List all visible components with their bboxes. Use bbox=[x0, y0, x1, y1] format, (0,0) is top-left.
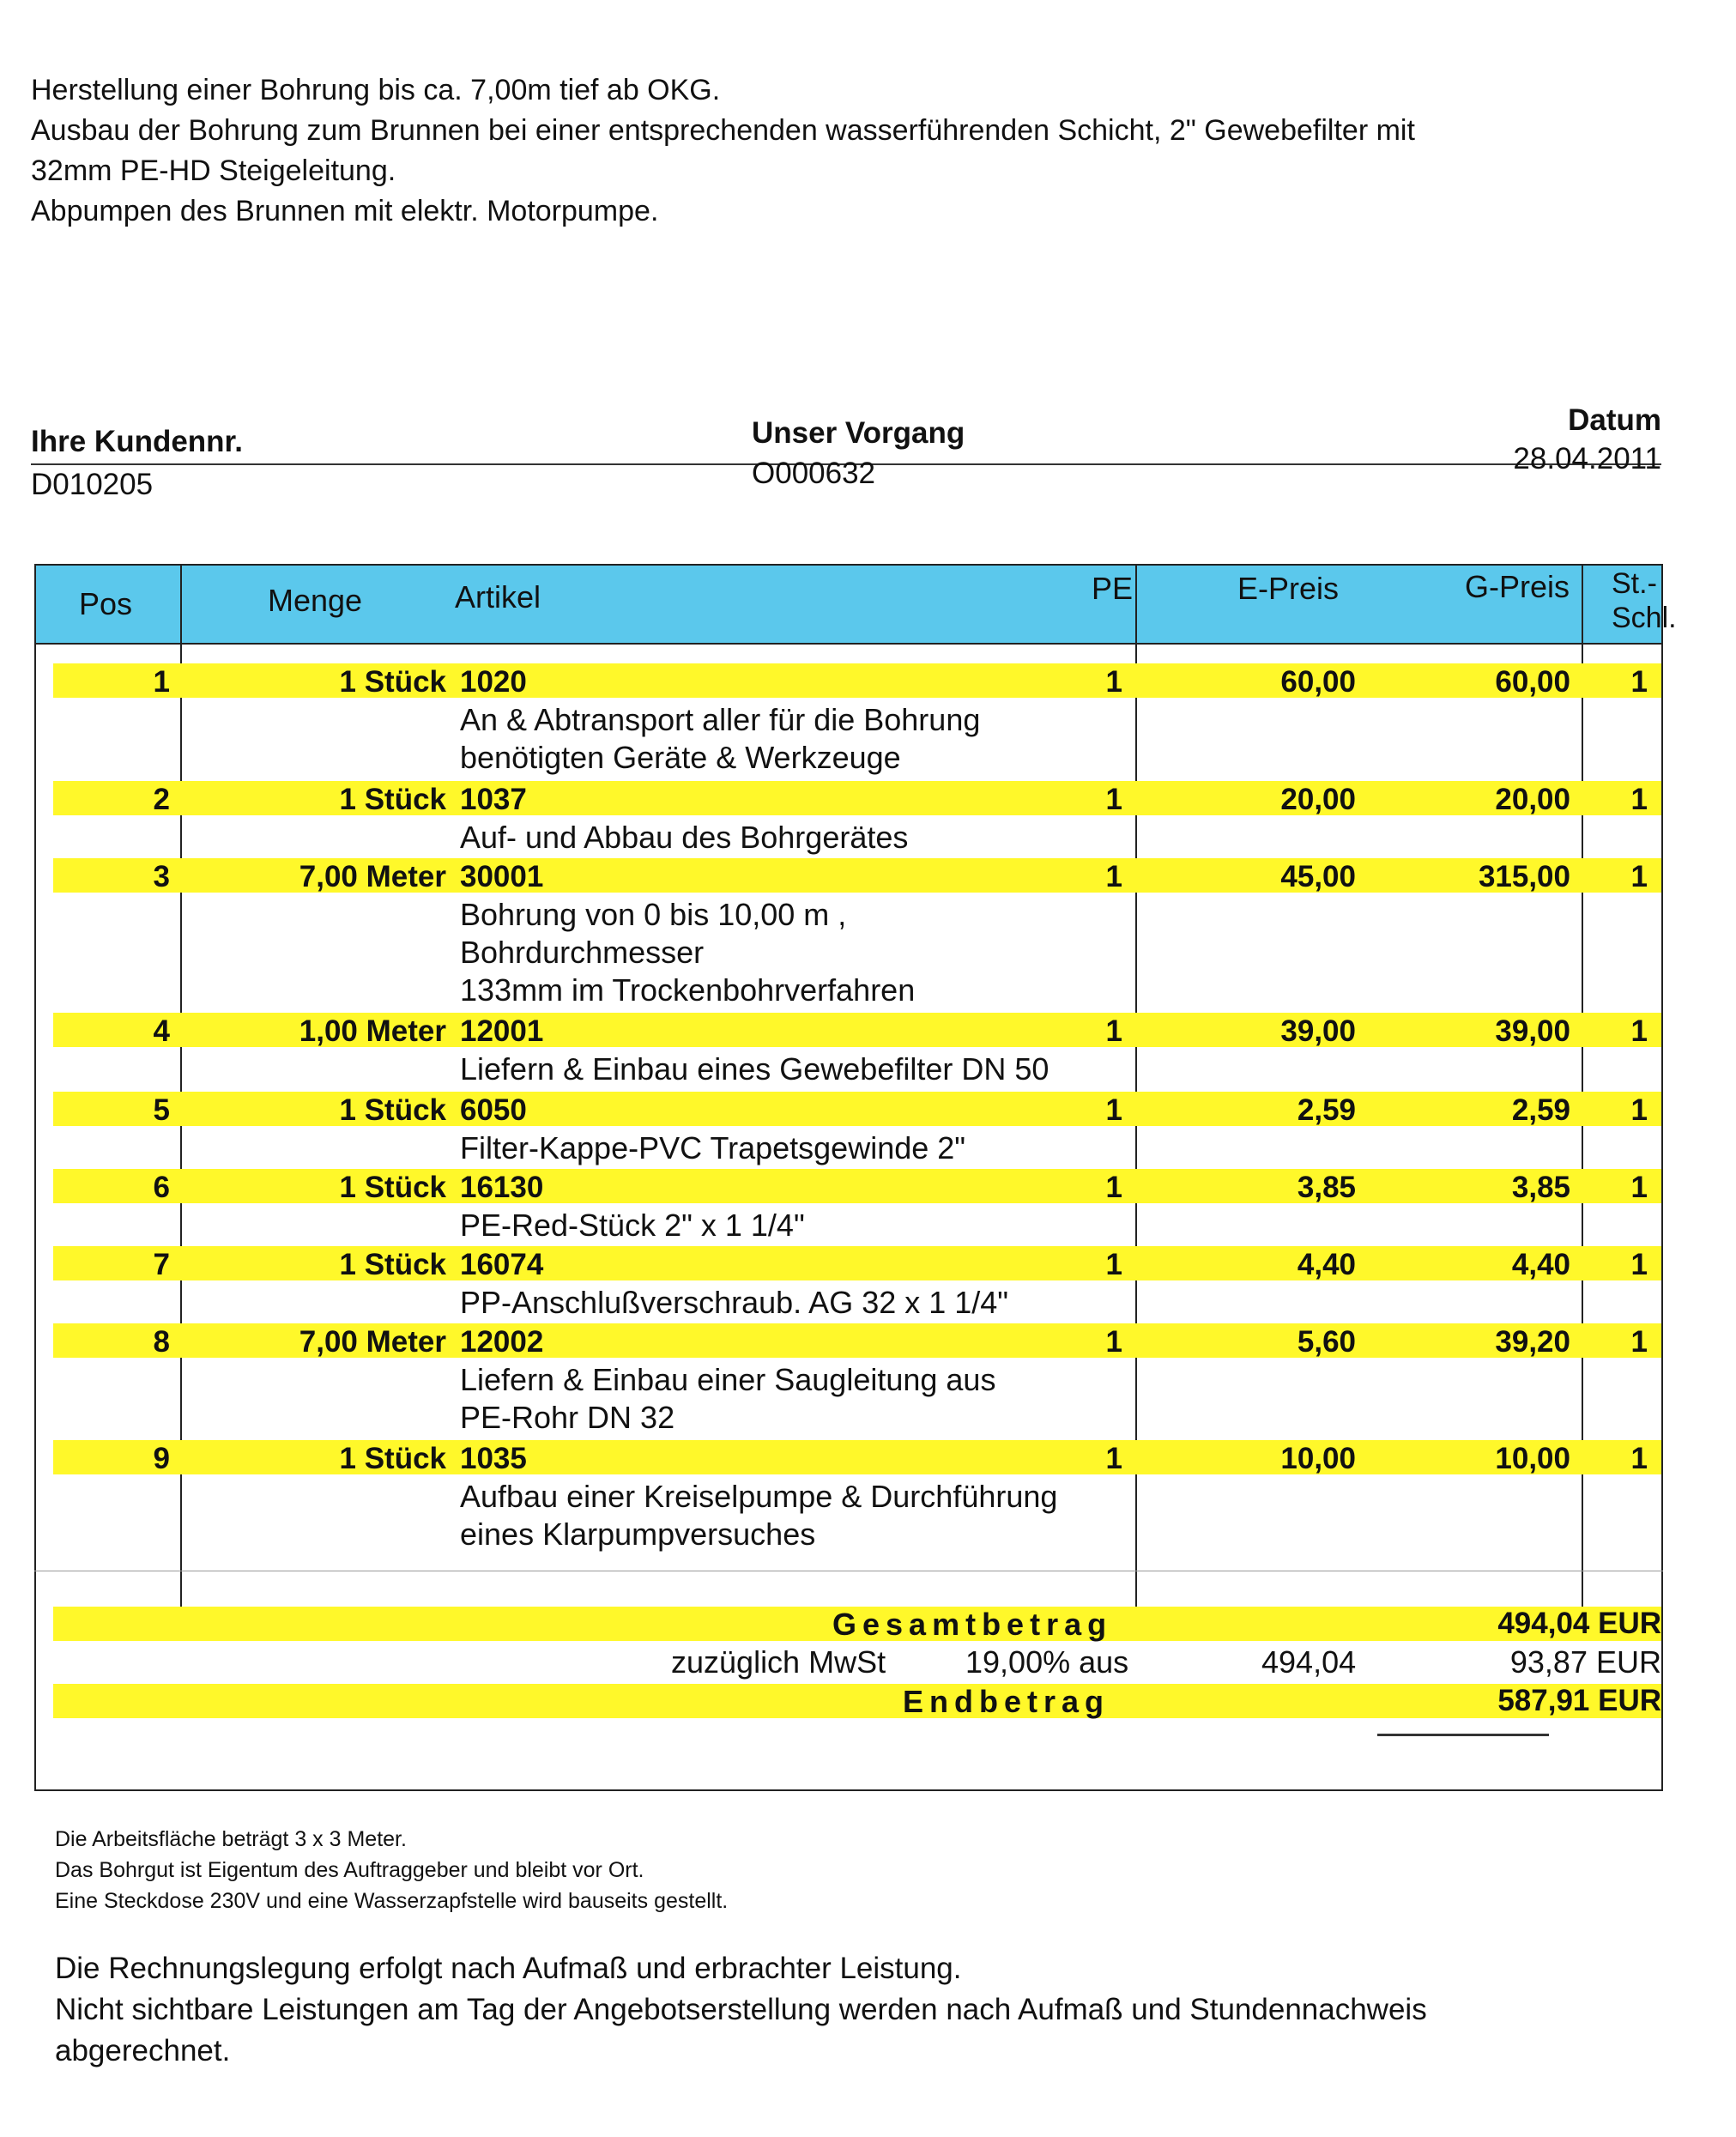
row-pe: 1 bbox=[1105, 1248, 1122, 1281]
row-pos: 8 bbox=[153, 1325, 170, 1359]
row-pos: 9 bbox=[153, 1442, 170, 1475]
row-artikel: 16074 bbox=[460, 1248, 544, 1281]
row-description: 133mm im Trockenbohrverfahren bbox=[460, 972, 916, 1008]
row-description: An & Abtransport aller für die Bohrung bbox=[460, 702, 981, 737]
row-epreis: 5,60 bbox=[1297, 1325, 1356, 1359]
row-description: PE-Rohr DN 32 bbox=[460, 1400, 675, 1435]
note-line: Die Rechnungslegung erfolgt nach Aufmaß und erbrachter Leistung. bbox=[55, 1952, 962, 1985]
row-stschl: 1 bbox=[1630, 1442, 1648, 1475]
row-pe: 1 bbox=[1105, 1171, 1122, 1204]
row-description: Bohrung von 0 bis 10,00 m , bbox=[460, 897, 847, 932]
note-line: Die Arbeitsfläche beträgt 3 x 3 Meter. bbox=[55, 1827, 407, 1851]
kundennr-label: Ihre Kundennr. bbox=[31, 425, 243, 458]
notes-small bbox=[55, 1824, 728, 1916]
row-artikel: 6050 bbox=[460, 1093, 527, 1127]
col-gpreis: G-Preis bbox=[1465, 569, 1570, 604]
row-gpreis: 315,00 bbox=[1478, 860, 1570, 893]
datum-value: 28.04.2011 bbox=[1513, 442, 1661, 475]
col-pe: PE bbox=[1092, 571, 1134, 606]
mwst-rate: 19,00% aus bbox=[965, 1644, 1129, 1680]
row-stschl: 1 bbox=[1630, 1248, 1648, 1281]
row-stschl: 1 bbox=[1630, 1093, 1648, 1127]
row-pe: 1 bbox=[1105, 860, 1122, 893]
row-gpreis: 20,00 bbox=[1495, 783, 1570, 816]
row-epreis: 10,00 bbox=[1280, 1442, 1356, 1475]
row-epreis: 4,40 bbox=[1297, 1248, 1356, 1281]
row-description: Liefern & Einbau einer Saugleitung aus bbox=[460, 1362, 996, 1397]
intro-line: Ausbau der Bohrung zum Brunnen bei einer entsprechenden wasserführenden Schicht, 2" Gewebefilter mit bbox=[31, 114, 1415, 147]
row-pe: 1 bbox=[1105, 783, 1122, 816]
intro-text bbox=[31, 70, 1661, 232]
row-description: PE-Red-Stück 2" x 1 1/4" bbox=[460, 1208, 805, 1243]
kundennr-value: D010205 bbox=[31, 468, 154, 501]
row-gpreis: 10,00 bbox=[1495, 1442, 1570, 1475]
row-artikel: 1035 bbox=[460, 1442, 527, 1475]
row-pos: 2 bbox=[153, 783, 170, 816]
row-stschl: 1 bbox=[1630, 860, 1648, 893]
col-pos: Pos bbox=[79, 586, 133, 621]
row-menge: 1 Stück bbox=[339, 665, 446, 699]
row-pe: 1 bbox=[1105, 1093, 1122, 1127]
row-artikel: 16130 bbox=[460, 1171, 544, 1204]
col-menge: Menge bbox=[268, 583, 363, 618]
col-stschl-1: St.- bbox=[1612, 567, 1657, 600]
row-stschl: 1 bbox=[1630, 1014, 1648, 1048]
mwst-base: 494,04 bbox=[1261, 1644, 1357, 1680]
row-menge: 1 Stück bbox=[339, 1442, 446, 1475]
row-gpreis: 3,85 bbox=[1511, 1171, 1570, 1204]
end-value: 587,91 EUR bbox=[1497, 1684, 1661, 1717]
col-artikel: Artikel bbox=[455, 579, 541, 614]
row-menge: 1 Stück bbox=[339, 1093, 446, 1127]
gesamt-label: Gesamtbetrag bbox=[832, 1607, 1113, 1642]
note-line: Eine Steckdose 230V und eine Wasserzapfstelle wird bauseits gestellt. bbox=[55, 1889, 729, 1913]
row-pe: 1 bbox=[1105, 1442, 1122, 1475]
end-underline bbox=[1377, 1734, 1549, 1736]
row-pe: 1 bbox=[1105, 1014, 1122, 1048]
note-line: Nicht sichtbare Leistungen am Tag der Angebotserstellung werden nach Aufmaß und Stundennachweis bbox=[55, 1993, 1427, 2026]
datum-label: Datum bbox=[1568, 403, 1661, 437]
row-gpreis: 39,20 bbox=[1495, 1325, 1570, 1359]
row-pos: 4 bbox=[153, 1014, 170, 1048]
row-pe: 1 bbox=[1105, 665, 1122, 699]
note-line: abgerechnet. bbox=[55, 2034, 231, 2067]
row-stschl: 1 bbox=[1630, 1171, 1648, 1204]
row-epreis: 2,59 bbox=[1297, 1093, 1356, 1127]
row-menge: 1 Stück bbox=[339, 783, 446, 816]
row-stschl: 1 bbox=[1630, 783, 1648, 816]
vorgang-label: Unser Vorgang bbox=[752, 416, 965, 450]
notes-large bbox=[55, 1948, 1685, 2072]
note-line: Das Bohrgut ist Eigentum des Auftraggeber und bleibt vor Ort. bbox=[55, 1858, 644, 1882]
row-artikel: 12002 bbox=[460, 1325, 544, 1359]
intro-line: Herstellung einer Bohrung bis ca. 7,00m tief ab OKG. bbox=[31, 74, 721, 106]
row-pos: 7 bbox=[153, 1248, 170, 1281]
row-description: Auf- und Abbau des Bohrgerätes bbox=[460, 820, 909, 855]
col-epreis: E-Preis bbox=[1237, 571, 1340, 606]
row-menge: 1,00 Meter bbox=[299, 1014, 446, 1048]
mwst-value: 93,87 EUR bbox=[1509, 1644, 1661, 1680]
row-description: benötigten Geräte & Werkzeuge bbox=[460, 740, 901, 775]
row-epreis: 45,00 bbox=[1280, 860, 1356, 893]
vorgang-value: O000632 bbox=[752, 457, 876, 490]
row-pe: 1 bbox=[1105, 1325, 1122, 1359]
row-menge: 7,00 Meter bbox=[299, 860, 446, 893]
row-description: Liefern & Einbau eines Gewebefilter DN 50 bbox=[460, 1051, 1049, 1087]
row-description: Filter-Kappe-PVC Trapetsgewinde 2" bbox=[460, 1130, 966, 1165]
row-stschl: 1 bbox=[1630, 665, 1648, 699]
row-pos: 6 bbox=[153, 1171, 170, 1204]
col-stschl-2: Schl. bbox=[1612, 602, 1677, 634]
row-artikel: 30001 bbox=[460, 860, 544, 893]
row-gpreis: 2,59 bbox=[1511, 1093, 1570, 1127]
row-epreis: 3,85 bbox=[1297, 1171, 1356, 1204]
row-pos: 5 bbox=[153, 1093, 170, 1127]
row-gpreis: 39,00 bbox=[1495, 1014, 1570, 1048]
row-epreis: 20,00 bbox=[1280, 783, 1356, 816]
row-description: PP-Anschlußverschraub. AG 32 x 1 1/4" bbox=[460, 1285, 1009, 1320]
intro-line: Abpumpen des Brunnen mit elektr. Motorpumpe. bbox=[31, 195, 659, 227]
row-menge: 7,00 Meter bbox=[299, 1325, 446, 1359]
table-header bbox=[34, 564, 1677, 645]
row-epreis: 39,00 bbox=[1280, 1014, 1356, 1048]
row-menge: 1 Stück bbox=[339, 1171, 446, 1204]
mwst-label: zuzüglich MwSt bbox=[671, 1644, 886, 1680]
end-label: Endbetrag bbox=[903, 1684, 1110, 1719]
row-pos: 3 bbox=[153, 860, 170, 893]
row-epreis: 60,00 bbox=[1280, 665, 1356, 699]
row-description: eines Klarpumpversuches bbox=[460, 1516, 816, 1552]
row-gpreis: 4,40 bbox=[1511, 1248, 1570, 1281]
row-description: Aufbau einer Kreiselpumpe & Durchführung bbox=[460, 1479, 1058, 1514]
row-artikel: 1020 bbox=[460, 665, 527, 699]
row-artikel: 1037 bbox=[460, 783, 527, 816]
row-artikel: 12001 bbox=[460, 1014, 544, 1048]
row-menge: 1 Stück bbox=[339, 1248, 446, 1281]
gesamt-value: 494,04 EUR bbox=[1497, 1607, 1661, 1640]
row-description: Bohrdurchmesser bbox=[460, 935, 705, 970]
row-stschl: 1 bbox=[1630, 1325, 1648, 1359]
row-gpreis: 60,00 bbox=[1495, 665, 1570, 699]
intro-line: 32mm PE-HD Steigeleitung. bbox=[31, 154, 396, 187]
row-pos: 1 bbox=[153, 665, 170, 699]
